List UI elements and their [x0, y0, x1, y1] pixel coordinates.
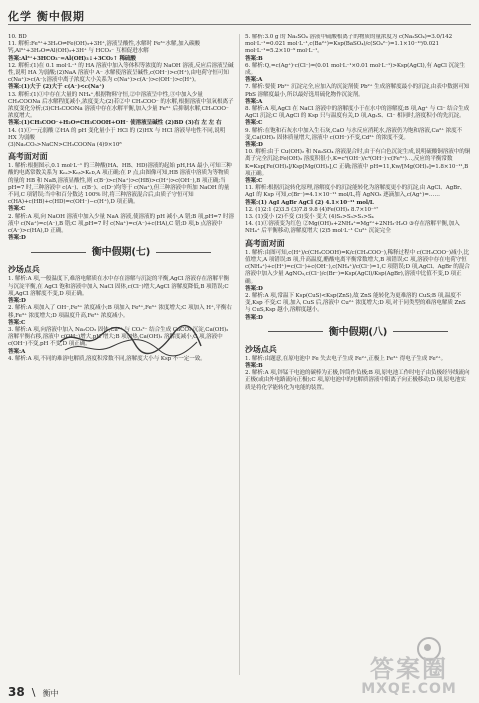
subsection-heading: 沙场点兵 — [8, 265, 40, 275]
text-line: 13. 解析:(1)①中存在大量的 NH₄⁺,根据物料守恒,②中溶液呈中性,③中加入少量 CH₃COONa 后水解程度减小,浓度变大;(2)若②中 CH₃COO⁻ 的水解,根据溶液中氢氧根离子浓度变化分析;(3)CH₃COONa 溶液中存在水解平衡,加入少量 Fe³⁺ 后抑制水解,CH₃COO⁻ 浓度增大。 — [8, 91, 234, 120]
text-line: 9. 解析:在饱和石灰水中加入生石灰,CaO 与水反应消耗水,溶液仍为饱和溶液,Ca²⁺ 浓度不变,Ca(OH)₂ 固体质量增大,溶液中 c(OH⁻)不变,Cd²⁺ 的浓度不变。 — [245, 127, 463, 141]
text-line: 答案:D — [245, 142, 263, 149]
text-line: 答案:Al³⁺+3HCO₃⁻=Al(OH)₃↓+3CO₂↑ 稀硫酸 — [8, 55, 136, 62]
text-line: 答案:B — [245, 362, 263, 369]
text-line: 答案:C — [8, 319, 26, 326]
header-rule — [8, 24, 471, 25]
text-line: 答案:(1)CH₃COO⁻+H₂O⇌CH₃COOH+OH⁻ 使溶液呈碱性 (2)BD (3)右 左 左 右 — [8, 120, 222, 127]
text-line: 12. (1)2:1 (2)3.5 (3)7.8 9.8 (4)Fe(OH)₃ 8.7×10⁻¹⁷ — [245, 206, 379, 213]
footer-label: 衡中 — [42, 689, 59, 698]
subsection-heading: 高考面对面 — [245, 238, 285, 248]
text-line: 14. (1)①溶液变为红色 ②Mg(OH)₂+2NH₄⁺=Mg²⁺+2NH₃·H₂O ③存在溶解平衡,加入 NH₄⁺ 后平衡移动,溶解度增大 (2)5 mol·L⁻¹ Cu²⁺ 沉淀完全 — [245, 221, 460, 235]
text-line: 12. 解析:(1)在 0.1 mol·L⁻¹ 的 HA 溶液中加入等体积等浓度的 NaOH 溶液,反应后溶液呈碱性,说明 HA 为弱酸;(2)NaA 溶液中 A⁻ 水解使溶液呈碱性,c(OH⁻)>c(H⁺),由电荷守恒可知 c(Na⁺)>c(A⁻);溶液中离子浓度大小关系为 c(Na⁺)>c(A⁻)>c(OH⁻)>c(H⁺)。 — [8, 62, 234, 84]
text-line: 答案:D — [245, 314, 263, 321]
handwritten-scribble — [55, 320, 205, 360]
text-line: 8. 解析:A 项,AgCl 在 NaCl 溶液中的溶解度小于在水中的溶解度;B 项,Ag⁺ 与 Cl⁻ 结合生成 AgCl 沉淀;C 项,AgCl 的 Ksp 只与温度有关,D 项,Ag₂S、Cl⁻ 相同时,溶度积小的先沉淀。 — [245, 106, 470, 120]
section-title: 衡中假期(七) — [8, 246, 234, 260]
text-line: 7. 解析:要使 Pb²⁺ 沉淀完全,应加入的沉淀剂使 Pb²⁺ 生成溶解度最小的沉淀,由表中数据可知 PbS 溶解度最小,所以最好选用硫化物作沉淀剂。 — [245, 84, 470, 98]
text-line: 1. 解析:由题意,在原电池中 Fe 失去电子生成 Fe²⁺,正极上 Fe³⁺ 得电子生成 Fe²⁺。 — [245, 355, 447, 362]
subsection-heading: 沙场点兵 — [245, 344, 277, 354]
text-line: 1. 解析:由图可知,c(H⁺)/c(CH₃COOH)=K/c(CH₃COO⁻),稀释过程中 c(CH₃COO⁻)减小,比值增大,A 项错误;B 项,升高温度,醋酸电离平衡常数增大,B 项错误;C 项,溶液中存在电荷守恒 c(NH₄⁺)+c(H⁺)=c(Cl⁻)+c(OH⁻),c(NH₄⁺)/c(Cl⁻)=1,C 项错误;D 项,AgCl、AgBr 的混合溶液中加入少量 AgNO₃,c(Cl⁻)/c(Br⁻)=Ksp(AgCl)/Ksp(AgBr),溶液中比值不变,D 项正确。 — [245, 249, 470, 285]
page-number: 38 — [8, 685, 25, 699]
text-line: 10. BD — [8, 34, 27, 40]
text-line: 答案:D — [245, 285, 263, 292]
header-title: 化学 衡中假期 — [8, 10, 85, 23]
text-line: 2. 解析:A 项,锌锰干电池的碳棒为正极,锌筒作负极;B 项,原电池工作时电子由负极经导线流向正极(或由外电路流向正极);C 项,原电池中的电解质溶液中阳离子向正极移动;D 项,原电池实质是将化学能转化为电能的装置。 — [245, 370, 470, 391]
text-line: 1. 解析:A 项,一般温度下,难溶电解质在水中存在溶解与沉淀的平衡,AgCl 溶液存在溶解平衡与沉淀平衡,在 AgCl 饱和溶液中加入 NaCl 固体,c(Cl⁻)增大,AgCl 溶解度降低,B 项错误;C 项,AgCl 溶解度不变,D 项正确。 — [8, 276, 230, 297]
text-line: 4. 解析:A 项,不同的难溶电解质,溶度积常数不同,溶解度大小与 Ksp 不一定一致。 — [8, 355, 206, 362]
footer-separator: \ — [31, 686, 36, 699]
text-line: 14. (1)①一元弱酸 ②HA 的 pH 变化量小于 HCl 的 (2)HX 与 HCl 溶液导电性不同,说明 HX 为弱酸 — [8, 127, 226, 141]
page-footer — [8, 681, 208, 697]
text-line: 1. 解析:根据图示,0.1 mol·L⁻¹ 的三种酸(HA、HB、HD)溶液的起始 pH,HA 最小,可知三种酸的电离常数关系为 Kₕₐ>Kₕᵦ>Kₕᴅ,A 项正确;在 P 点,由图像可知,HB 溶液中溶质为等物质的量的 HB 和 NaB,溶液显酸性,则 c(B⁻)>c(Na⁺)>c(HB)>c(H⁺)>c(OH⁻),B 项正确;当 pH=7 时,三种溶液中 c(A⁻)、c(B⁻)、c(D⁻)均等于 c(Na⁺),但三种溶液中所加 NaOH 的量不同,C 项错误;当中和百分数达 100% 时,将三种溶液混合后,由质子守恒可知 c(HA)+c(HB)+c(HD)=c(OH⁻)−c(H⁺),D 项正确。 — [8, 163, 232, 206]
text-line: 答案:D — [8, 298, 26, 305]
watermark-top: 答案圈 — [370, 655, 448, 683]
text-line: 10. 解析:由于 Cu(OH)₂ 和 Na₂SO₄ 溶液混合时,由于有白色沉淀生成,说明硫酸铜溶液中的铜离子完全沉淀;Fe(OH)₃ 溶度积很小,K=c³(OH⁻)/c³(OH⁻)·c(Fe³⁺)…,反应的平衡常数 K=Ksp[Fe(OH)₃]/Ksp[Mg(OH)₂],C 正确;溶液中 pH=11,Kw/[Mg(OH)₂]=1.8×10⁻¹¹,B 项正确。 — [245, 149, 471, 177]
watermark — [349, 657, 469, 697]
text-line: 答案:A — [8, 348, 26, 355]
text-line: 答案:(1) AgI AgBr AgCl (2) 4.1×10⁻¹¹ mol/L — [245, 199, 374, 206]
text-line: 6. 解析:Q꜀=c(Ag⁺)·c(Cl⁻)=(0.01 mol·L⁻¹×0.01 mol·L⁻¹)>Ksp(AgCl),有 AgCl 沉淀生成。 — [245, 62, 465, 77]
text-line: 13. (1)变小 (2)不变 (3)变小 变大 (4)S₂>S₃>S₁>S₄ — [245, 214, 374, 221]
text-line: 2. 解析:A 项,向 NaOH 溶液中加入少量 NaA 溶液,使溶液的 pH 减小,A 错;B 项,pH=7 时溶液中 c(Na⁺)=c(A⁻),B 错;C 项,pH=7 时 c(Na⁺)=c(A⁻)+c(HA),C 错;D 项,b 点溶液中 c(A⁻)>c(HA),D 正确。 — [8, 213, 234, 235]
section-title: 衡中假期(八) — [245, 326, 471, 340]
text-line: 2. 解析:A 项加入了 OH⁻,Fe³⁺ 浓度减小;B 项加入 Fe³⁺,Fe³⁺ 浓度增大;C 项加入 H⁺,平衡右移,Fe³⁺ 浓度增大;D 项温度升高,Fe³⁺ 浓度减小。 — [8, 305, 232, 319]
text-line: 答案:C — [245, 178, 263, 185]
watermark-bottom: MXQE.COM — [361, 681, 457, 697]
text-line: 答案:C — [8, 206, 26, 213]
text-line: (3)Na₂CO₃>NaCN>CH₃COONa (4)9×10⁸ — [8, 142, 122, 149]
subsection-heading: 高考面对面 — [8, 152, 48, 162]
text-line: 答案:A — [245, 98, 263, 105]
text-line: 2. 解析:A 项,常温下 Ksp(CuS)<Ksp(ZnS),故 ZnS 能转化为更难溶的 CuS;B 项,温度不变,Ksp 不变;C 项,加入 CuS 后,溶液中 Cu²⁺ 浓度增大;D 项,对于同类型的难溶电解质 ZnS 与 CuS,Ksp 越小,溶解度越小。 — [245, 292, 466, 314]
right-column — [245, 34, 471, 675]
text-line: 答案:B — [245, 55, 263, 62]
text-line: 11. 解析:Fe³⁺+3H₂O⇌Fe(OH)₃+3H⁺,溶液呈酸性,水解时 Fe³⁺水解,加入碳酸钙,Al³⁺+3H₂O⇌Al(OH)₃+3H⁺ 与 HCO₃⁻ 互相促进水解 — [8, 41, 201, 55]
text-line: 答案:(1)大于 (2)大于 c(A⁻)<c(Na⁺) — [8, 84, 105, 91]
text-line: 答案:D — [8, 235, 26, 242]
page-header — [0, 0, 479, 30]
column-divider — [239, 34, 240, 675]
text-line: 3. 解析:A 项,向溶液中加入 Na₂CO₃ 固体,Ca²⁺ 与 CO₃²⁻ 结合生成 CaCO₃ 沉淀,Ca(OH)₂ 溶解平衡右移,溶液中 c(OH⁻)增大,pH 增大;B 项加热,Ca(OH)₂ 溶解度减小,C 项,溶液中 c(OH⁻)不变,pH 不变,D 项正确。 — [8, 326, 229, 348]
text-line: 答案:A — [245, 77, 263, 84]
text-line: 11. 解析:根据沉淀转化原理,溶解度小的沉淀能转化为溶解度更小的沉淀,由 AgCl、AgBr、AgI 的 Ksp 可知,c(Br⁻)=4.1×10⁻¹¹ mol/L,将 AgNO₃ 逐滴加入,c(Ag⁺)=…… — [245, 185, 466, 199]
text-line: 答案:C — [245, 120, 263, 127]
text-line: 5. 解析:3.0 g 的 Na₂SO₄ 溶液中硫酸根离子的物质的量浓度为 c(Na₂SO₄)=3.0/142 mol·L⁻¹=0.021 mol·L⁻¹,c(Ba²⁺)=Ksp(BaSO₄)/c(SO₄²⁻)=1.1×10⁻¹⁰/0.021 mol·L⁻¹=5.2×10⁻⁹ mol·L⁻¹。 — [245, 34, 453, 55]
